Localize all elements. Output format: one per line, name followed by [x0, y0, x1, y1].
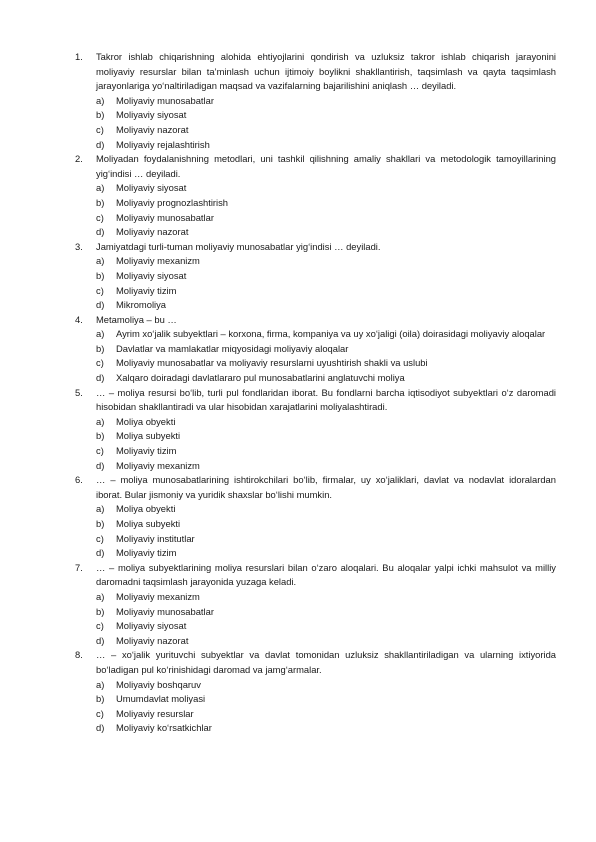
answer-option: [96, 225, 556, 240]
option-letter: c): [96, 620, 104, 632]
question-1: [75, 50, 556, 152]
answer-option: [96, 181, 556, 196]
answer-option: [96, 138, 556, 153]
option-letter: a): [96, 415, 105, 427]
option-text: Moliyaviy mexanizm: [116, 590, 200, 602]
option-text: Moliyaviy nazorat: [116, 123, 189, 135]
option-text: Moliyaviy siyosat: [116, 109, 187, 121]
answer-option: [96, 444, 556, 459]
option-letter: d): [96, 138, 105, 150]
answer-option: [96, 342, 556, 357]
question-4: [75, 313, 556, 386]
option-text: Moliyaviy rejalashtirish: [116, 138, 210, 150]
option-text: Umumdavlat moliyasi: [116, 693, 206, 705]
option-text: Moliyaviy siyosat: [116, 620, 187, 632]
question-text: Jamiyatdagi turli-tuman moliyaviy munosabatlar yig‘indisi … deyiladi.: [96, 240, 381, 252]
answer-option: [96, 459, 556, 474]
question-number: 7.: [75, 561, 83, 573]
question-text: … – moliya resursi bo‘lib, turli pul fondlaridan iborat. Bu fondlarni barcha iqtisodiyot subyektlari o‘z daromadi hisobidan shakllantiradi va ular hisobidan xarajatlarini moliyalashtiradi.: [96, 386, 556, 413]
option-text: Davlatlar va mamlakatlar miqyosidagi moliyaviy aloqalar: [116, 342, 349, 354]
question-text: … – moliya subyektlarining moliya resurslari bilan o‘zaro aloqalari. Bu aloqalar yalpi ichki mahsulot va milliy daromadni taqsimlash jarayonida yuzaga keladi.: [96, 561, 556, 588]
option-letter: b): [96, 518, 105, 529]
answer-option: [96, 517, 556, 532]
answer-option: [96, 415, 556, 430]
option-letter: d): [96, 372, 105, 384]
option-letter: b): [96, 196, 105, 208]
answer-option: [96, 429, 556, 444]
answer-option: [96, 634, 556, 649]
option-letter: b): [96, 109, 105, 121]
option-letter: b): [96, 693, 105, 705]
option-text: Moliyaviy munosabatlar: [116, 605, 214, 617]
answer-option: [96, 94, 556, 109]
option-text: Moliyaviy tizim: [116, 547, 177, 559]
option-text: Moliyaviy institutlar: [116, 532, 195, 544]
option-text: Moliya obyekti: [116, 415, 176, 427]
option-letter: c): [96, 532, 104, 544]
option-text: Moliyaviy resurslar: [116, 707, 194, 719]
question-text: Moliyadan foydalanishning metodlari, uni tashkil qilishning amaliy shakllari va metodologik tamoyillarining yig‘indisi … deyiladi.: [96, 153, 556, 179]
question-number: 2.: [75, 153, 83, 165]
option-text: Moliyaviy mexanizm: [116, 255, 200, 267]
option-letter: b): [96, 269, 105, 281]
question-8: [75, 648, 556, 736]
option-text: Moliya obyekti: [116, 503, 176, 515]
option-text: Moliyaviy munosabatlar va moliyaviy resurslarni uyushtirish shakli va uslubi: [116, 357, 428, 369]
answer-option: [96, 196, 556, 211]
option-letter: c): [96, 357, 104, 369]
answer-option: [96, 619, 556, 634]
option-letter: d): [96, 634, 105, 646]
answer-option: [96, 707, 556, 722]
option-text: Moliyaviy munosabatlar: [116, 94, 214, 106]
answer-option: [96, 211, 556, 226]
option-letter: c): [96, 284, 104, 296]
answer-option: [96, 269, 556, 284]
answer-option: [96, 532, 556, 547]
option-letter: c): [96, 123, 104, 135]
question-number: 3.: [75, 240, 83, 252]
question-text: … – xo‘jalik yurituvchi subyektlar va davlat tomonidan uzluksiz shakllantiriladigan va ularning ixtiyorida bo‘ladigan pul ko‘rinishidagi daromad va jamg‘armalar.: [96, 649, 556, 675]
option-letter: d): [96, 722, 105, 734]
answer-option: [96, 502, 556, 517]
option-letter: c): [96, 445, 104, 457]
question-3: [75, 240, 556, 313]
question-6: [75, 473, 556, 561]
option-text: Moliya subyekti: [116, 518, 181, 529]
option-letter: a): [96, 503, 105, 515]
option-text: Moliyaviy nazorat: [116, 226, 189, 238]
option-letter: a): [96, 678, 105, 690]
answer-option: [96, 678, 556, 693]
answer-option: [96, 123, 556, 138]
question-text: … – moliya munosabatlarining ishtirokchilari bo‘lib, firmalar, uy xo‘jaliklari, davlat va nodavlat idoralardan iborat. Bular jismoniy va yuridik shaxslar bo‘lishi mumkin.: [96, 474, 556, 500]
option-letter: d): [96, 547, 105, 559]
answer-option: [96, 721, 556, 736]
option-text: Moliyaviy prognozlashtirish: [116, 196, 229, 208]
option-letter: a): [96, 255, 105, 267]
answer-option: [96, 371, 556, 386]
option-text: Moliyaviy munosabatlar: [116, 211, 214, 223]
option-letter: c): [96, 211, 104, 223]
question-number: 4.: [75, 313, 83, 325]
option-letter: a): [96, 182, 105, 194]
question-7: [75, 561, 556, 649]
option-letter: b): [96, 430, 105, 442]
answer-option: [96, 298, 556, 313]
option-text: Moliyaviy tizim: [116, 284, 177, 296]
option-text: Moliyaviy siyosat: [116, 182, 187, 194]
option-letter: c): [96, 707, 104, 719]
option-letter: a): [96, 94, 105, 106]
option-letter: a): [96, 328, 105, 340]
answer-option: [96, 327, 556, 342]
option-letter: d): [96, 299, 105, 311]
answer-option: [96, 590, 556, 605]
question-5: [75, 386, 556, 474]
question-number: 6.: [75, 474, 83, 486]
answer-option: [96, 254, 556, 269]
option-text: Moliya subyekti: [116, 430, 181, 442]
question-number: 1.: [75, 51, 83, 62]
question-text: Metamoliya – bu …: [96, 313, 177, 325]
answer-option: [96, 108, 556, 123]
answer-option: [96, 692, 556, 707]
question-number: 5.: [75, 386, 83, 398]
option-text: Moliyaviy ko‘rsatkichlar: [116, 722, 212, 734]
answer-option: [96, 605, 556, 620]
option-text: Moliyaviy nazorat: [116, 634, 189, 646]
answer-option: [96, 356, 556, 371]
option-letter: d): [96, 226, 105, 238]
option-text: Mikromoliya: [116, 299, 167, 311]
option-text: Moliyaviy mexanizm: [116, 459, 200, 471]
option-letter: a): [96, 590, 105, 602]
option-text: Xalqaro doiradagi davlatlararo pul munosabatlarini anglatuvchi moliya: [116, 372, 405, 384]
answer-option: [96, 546, 556, 561]
option-text: Moliyaviy siyosat: [116, 269, 187, 281]
question-text: Takror ishlab chiqarishning alohida ehtiyojlarini qondirish va uzluksiz takror ishlab chiqarish jarayonini moliyaviy resurslar bilan ta’minlash uchun ijtimoiy boylikni shakllantirish, taqsimlash va qayta taqsimlash jarayonlariga yo‘naltiriladigan maqsad va vazifalarning bajarilishini aniqlash … deyiladi.: [96, 51, 556, 92]
option-text: Ayrim xo‘jalik subyektlari – korxona, firma, kompaniya va uy xo‘jaligi (oila) doirasidagi moliyaviy aloqalar: [116, 328, 546, 340]
option-text: Moliyaviy tizim: [116, 445, 177, 457]
option-text: Moliyaviy boshqaruv: [116, 678, 201, 690]
question-2: [75, 152, 556, 240]
option-letter: d): [96, 459, 105, 471]
option-letter: b): [96, 342, 105, 354]
question-number: 8.: [75, 649, 83, 661]
option-letter: b): [96, 605, 105, 617]
answer-option: [96, 284, 556, 299]
